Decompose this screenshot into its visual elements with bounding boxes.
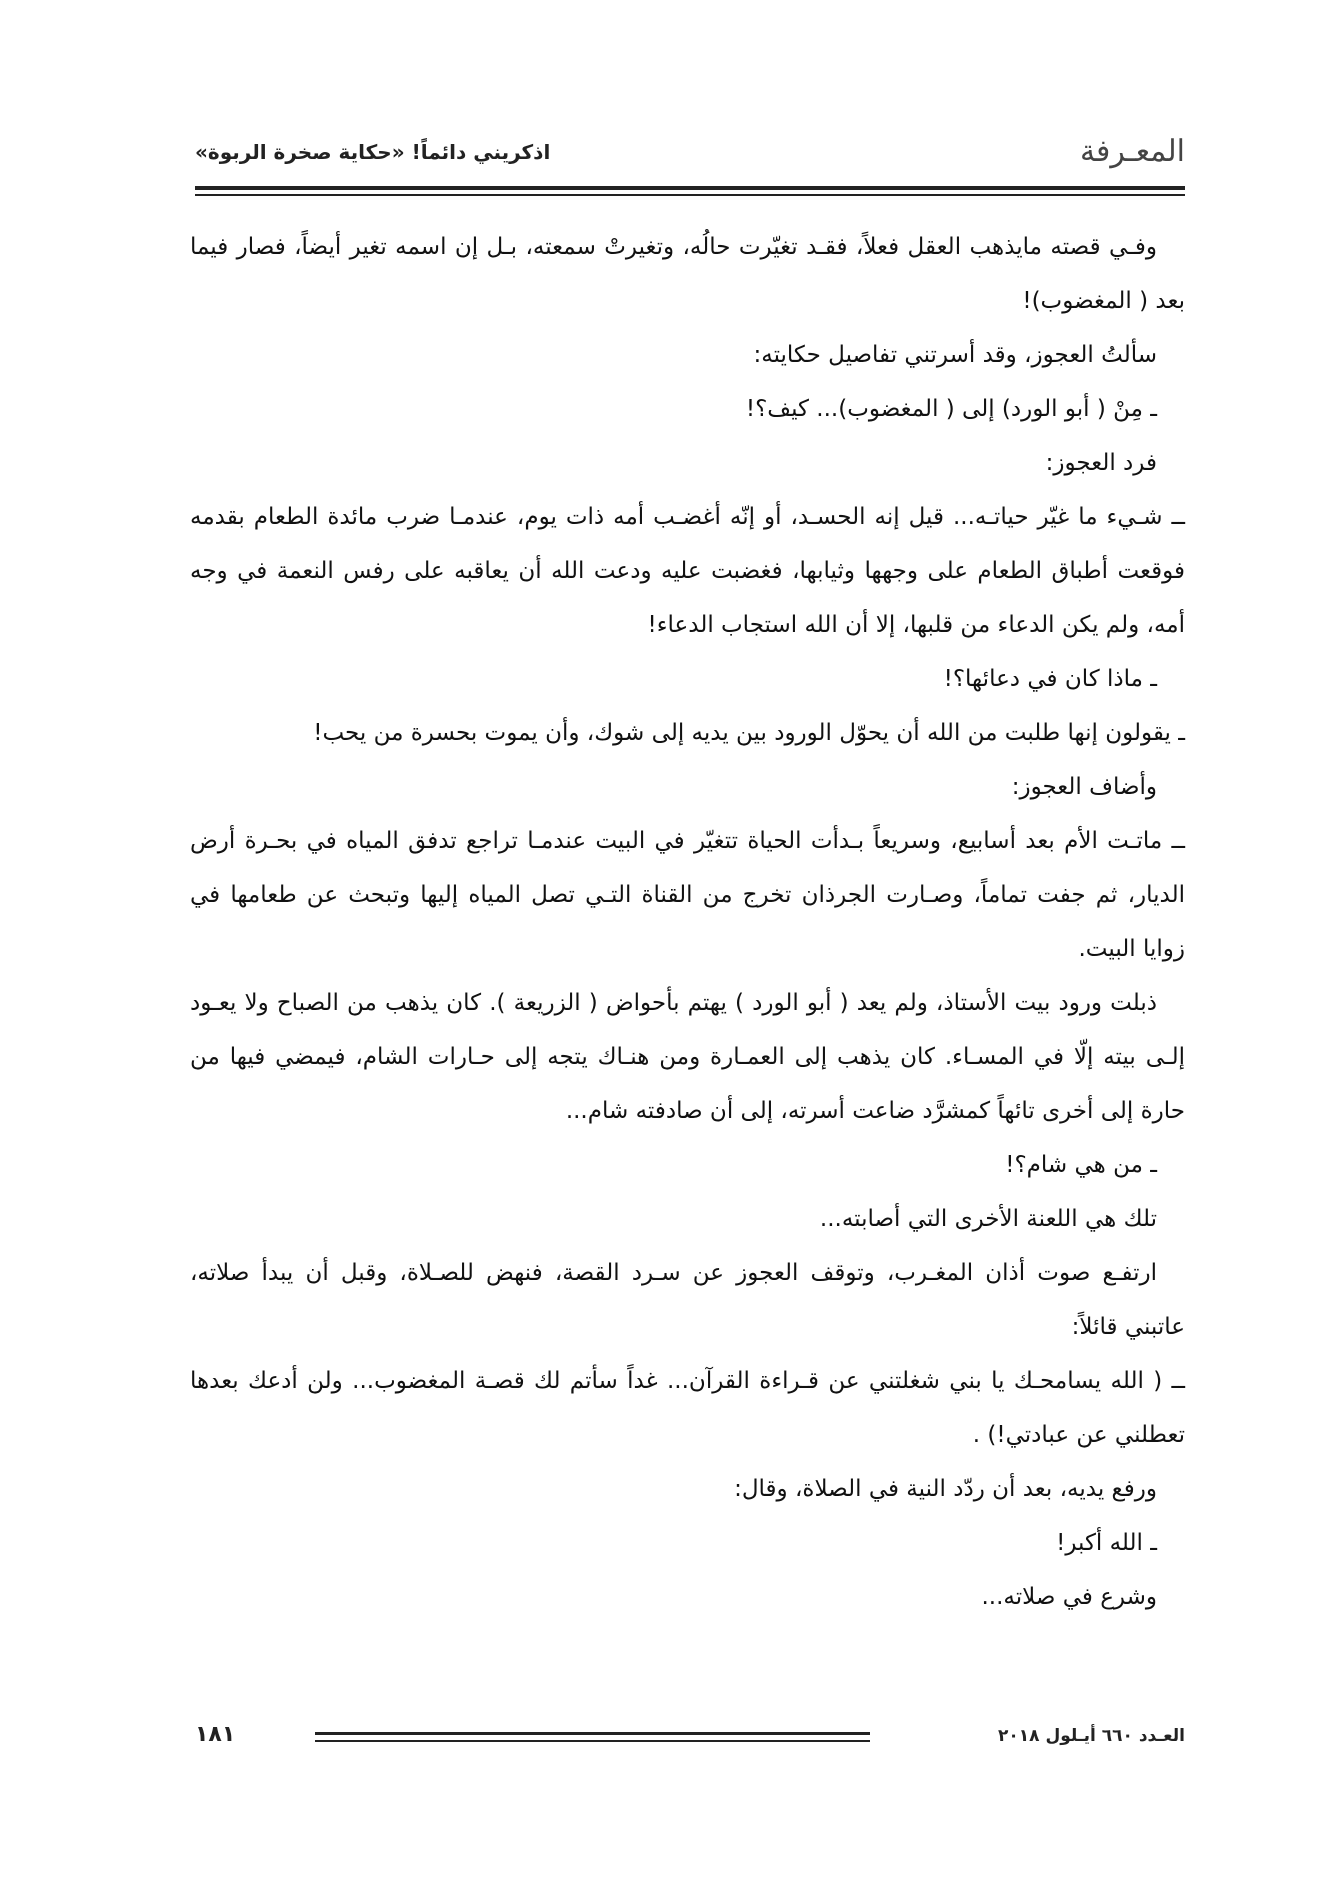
dialogue-line: ـ من هي شام؟!	[1005, 1152, 1157, 1178]
dialogue-line: ـ ماذا كان في دعائها؟!	[943, 666, 1157, 692]
footer-rule	[315, 1732, 870, 1735]
paragraph: ارتفـع صوت أذان المغـرب، وتوقف العجوز عن سـرد القصة، فنهض للصـلاة، وقبل أن يبدأ صلاته، عاتبني قائلاً:	[190, 1260, 1185, 1340]
dialogue-line: ــ ماتـت الأم بعد أسابيع، وسريعاً بـدأت الحياة تتغيّر في البيت عندمـا تراجع تدفق المياه في بحـرة أرض الديار، ثم جفت تماماً، وصـارت الجرذان تخرج من القناة التـي تصل المياه إليها وتبحث عن طعامها في زوايا البيت.	[190, 828, 1185, 962]
paragraph: سألتُ العجوز، وقد أسرتني تفاصيل حكايته:	[753, 342, 1157, 368]
dialogue-line: ــ ( الله يسامحـك يا بني شغلتني عن قـراءة القرآن... غداً سأتم لك قصـة المغضوب... ولن أدعك بعدها تعطلني عن عبادتي!) .	[190, 1368, 1185, 1448]
header-rule-thin	[195, 194, 1185, 196]
footer-rule-thin	[315, 1740, 870, 1742]
page-footer	[195, 1718, 1185, 1758]
paragraph: تلك هي اللعنة الأخرى التي أصابته...	[819, 1206, 1157, 1232]
magazine-logo: المعـرفة	[1079, 134, 1185, 169]
paragraph: ورفع يديه، بعد أن ردّد النية في الصلاة، وقال:	[734, 1476, 1157, 1502]
dialogue-line: ــ شـيء ما غيّر حياتـه... قيل إنه الحسـد، أو إنّه أغضـب أمه ذات يوم، عندمـا ضرب مائدة الطعام بقدمه فوقعت أطباق الطعام على وجهها وثيابها، فغضبت عليه ودعت الله أن يعاقبه على رفس النعمة في وجه أمه، ولم يكن الدعاء من قلبها، إلا أن الله استجاب الدعاء!	[190, 504, 1185, 638]
issue-info: العـدد ٦٦٠ أيـلول ٢٠١٨	[998, 1726, 1185, 1746]
running-title: اذكريني دائماً! «حكاية صخرة الربوة»	[195, 140, 551, 164]
page-number: ١٨١	[195, 1722, 236, 1747]
page-header	[195, 130, 1185, 190]
dialogue-line: ـ مِنْ ( أبو الورد) إلى ( المغضوب)... كيف؟!	[745, 396, 1157, 422]
dialogue-line: ـ الله أكبر!	[1056, 1530, 1157, 1556]
header-rule	[195, 186, 1185, 190]
paragraph: ذبلت ورود بيت الأستاذ، ولم يعد ( أبو الورد ) يهتم بأحواض ( الزريعة ). كان يذهب من الصباح ولا يعـود إلـى بيته إلّا في المسـاء. كان يذهب إلى العمـارة ومن هنـاك يتجه إلى حـارات الشام، فيمضي فيها من حارة إلى أخرى تائهاً كمشرَّد ضاعت أسرته، إلى أن صادفته شام...	[190, 990, 1185, 1124]
paragraph: وفـي قصته مايذهب العقل فعلاً، فقـد تغيّرت حالُه، وتغيرتْ سمعته، بـل إن اسمه تغير أيضاً، فصار فيما بعد ( المغضوب)!	[190, 234, 1185, 314]
paragraph: وشرع في صلاته...	[981, 1584, 1157, 1610]
paragraph: وأضاف العجوز:	[1011, 774, 1157, 800]
paragraph: فرد العجوز:	[1045, 450, 1157, 476]
article-body	[190, 220, 1185, 1624]
dialogue-line: ـ يقولون إنها طلبت من الله أن يحوّل الورود بين يديه إلى شوك، وأن يموت بحسرة من يحب!	[313, 720, 1185, 746]
